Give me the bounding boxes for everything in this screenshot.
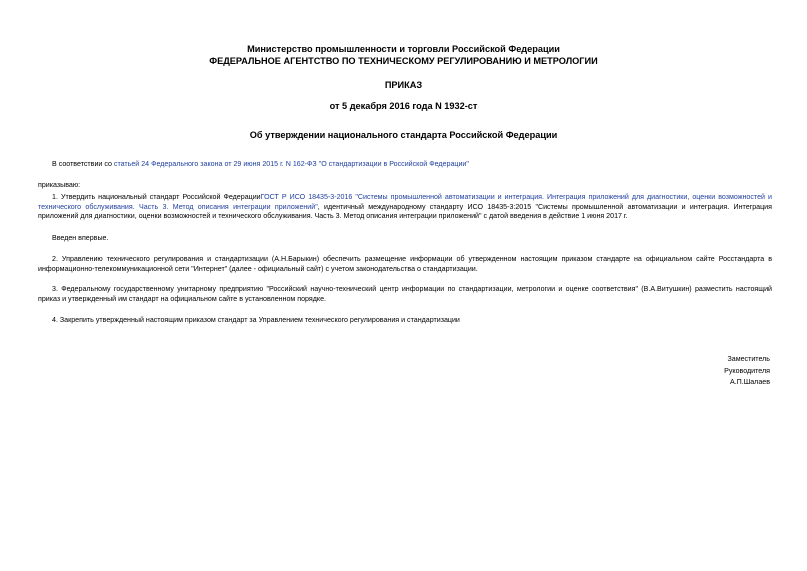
- order-word: приказываю:: [38, 181, 81, 189]
- item-1-text-end: , идентичный международному стандарту ИСО 18435-3:2015 "Системы промышленной автоматизации и интеграция. Интеграция приложений для диагностики, оценки возможностей и технического обслуживания. Часть 3. Метод описания интеграции приложений" с датой введения в действие 1 июня 2017 г.: [38, 202, 772, 221]
- intro-text: В соответствии со: [52, 160, 114, 168]
- law-link[interactable]: статьей 24 Федерального закона от 29 июня 2015 г. N 162-ФЗ "О стандартизации в Российской Федерации": [113, 160, 469, 168]
- signature-block: [570, 354, 770, 389]
- item-1-text-start: 1. Утвердить национальный стандарт Российской Федерации: [52, 193, 261, 201]
- document-type: ПРИКАЗ: [384, 80, 423, 90]
- standard-link[interactable]: ГОСТ Р ИСО 18435-3-2016 "Системы промышленной автоматизации и интеграция. Интеграция приложений для диагностики, оценки возможностей и технического обслуживания. Часть 3. Метод описания интеграции приложений": [38, 193, 772, 211]
- item-4-paragraph: 4. Закрепить утвержденный настоящим приказом стандарт за Управлением технического регулирования и стандартизации: [52, 316, 460, 324]
- document-date-number: от 5 декабря 2016 года N 1932-ст: [329, 101, 478, 111]
- introduced-first-note: Введен впервые.: [52, 234, 109, 242]
- item-2-paragraph: 2. Управлению технического регулирования и стандартизации (А.Н.Барыкин) обеспечить размещение информации об утвержденном настоящим приказом стандарте на официальном сайте Росстандарта в информационно-телекоммуникационной сети "Интернет" (далее - официальный сайт) с учетом законодательства о стандартизации.: [38, 255, 772, 273]
- agency-name: ФЕДЕРАЛЬНОЕ АГЕНТСТВО ПО ТЕХНИЧЕСКОМУ РЕГУЛИРОВАНИЮ И МЕТРОЛОГИИ: [209, 56, 598, 66]
- item-3-paragraph: 3. Федеральному государственному унитарному предприятию "Российский научно-технический центр информации по стандартизации, метрологии и оценке соответствия" (В.А.Витушкин) разместить настоящий приказ и утвержденный им стандарт на официальном сайте в установленном порядке.: [38, 285, 772, 303]
- signature-position-2: Руководителя: [724, 366, 770, 375]
- ministry-name: Министерство промышленности и торговли Российской Федерации: [247, 44, 560, 54]
- signature-position-1: Заместитель: [727, 355, 770, 363]
- document-title: Об утверждении национального стандарта Российской Федерации: [249, 130, 558, 140]
- item-1-paragraph: [38, 193, 772, 222]
- intro-paragraph: [38, 160, 772, 170]
- signature-name: А.П.Шалаев: [729, 378, 770, 387]
